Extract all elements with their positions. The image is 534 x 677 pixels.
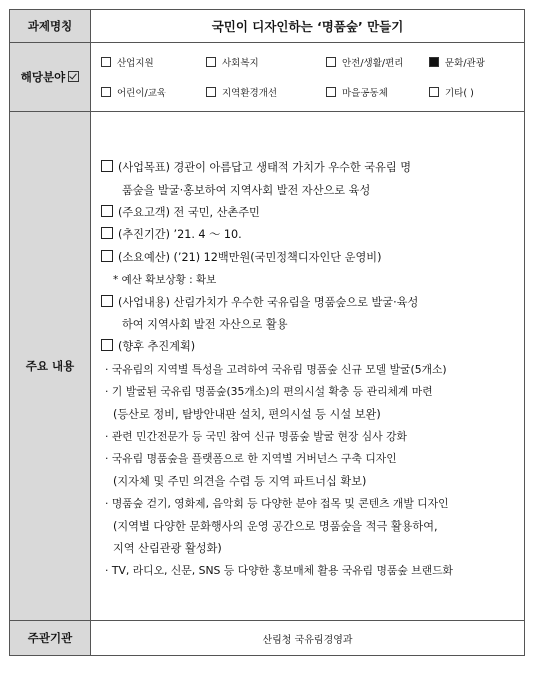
- field-option-label: 사회복지: [222, 58, 259, 69]
- checkbox-icon[interactable]: [326, 57, 336, 67]
- target-line: [101, 202, 516, 224]
- goal-text-2: 품숲을 발굴·홍보하여 지역사회 발전 자산으로 육성: [122, 183, 371, 197]
- field-option-label: 어린이/교육: [117, 88, 167, 99]
- target-text: 전 국민, 산촌주민: [173, 206, 260, 220]
- checkbox-icon[interactable]: [101, 57, 111, 67]
- budget-label: (소요예산): [118, 250, 170, 264]
- field-option[interactable]: [326, 55, 429, 69]
- period-line: [101, 224, 516, 246]
- checkbox-square-icon: [101, 250, 113, 262]
- target-label: (주요고객): [118, 206, 170, 220]
- field-option[interactable]: [429, 85, 529, 99]
- checkbox-square-icon: [101, 227, 113, 239]
- field-option[interactable]: [101, 55, 206, 69]
- title-row: [10, 10, 525, 43]
- business-text-2: 하여 지역사회 발전 자산으로 활용: [122, 318, 288, 332]
- period-text: ’21. 4 ～ 10.: [173, 228, 242, 242]
- field-row: [10, 43, 525, 112]
- field-option-label: 기타( ): [445, 88, 474, 99]
- plan-item: · 국유림의 지역별 특성을 고려하여 국유림 명품숲 신규 모델 발굴(5개소): [105, 362, 447, 376]
- business-label: (사업내용): [118, 295, 170, 309]
- budget-line: [101, 247, 516, 269]
- checkbox-icon[interactable]: [206, 87, 216, 97]
- checkbox-icon[interactable]: [206, 57, 216, 67]
- field-option[interactable]: [206, 85, 326, 99]
- plan-list: [101, 359, 516, 583]
- field-option-label: 문화/관광: [445, 58, 485, 69]
- checkbox-icon[interactable]: [101, 87, 111, 97]
- field-option[interactable]: [326, 85, 429, 99]
- checkmark-icon: [68, 71, 79, 82]
- period-label: (추진기간): [118, 228, 170, 242]
- field-option-label: 안전/생활/편리: [342, 58, 404, 69]
- org-value: 산림청 국유림경영과: [91, 621, 525, 656]
- checkbox-square-icon: [101, 205, 113, 217]
- field-option-label: 지역환경개선: [222, 88, 278, 99]
- project-title: 국민이 디자인하는 ‘명품숲’ 만들기: [91, 10, 525, 43]
- field-option[interactable]: [206, 55, 326, 69]
- field-options-grid: [91, 55, 524, 99]
- checkbox-square-icon: [101, 339, 113, 351]
- goal-text-1: 경관이 아름답고 생태적 가치가 우수한 국유림 명: [173, 161, 412, 175]
- checkbox-square-icon: [101, 295, 113, 307]
- plan-label: (향후 추진계획): [118, 340, 196, 354]
- plan-line: [101, 336, 516, 358]
- plan-item: · 관련 민간전문가 등 국민 참여 신규 명품숲 발굴 현장 심사 강화: [105, 429, 407, 443]
- plan-item: (지자체 및 주민 의견을 수렴 등 지역 파트너십 확보): [113, 474, 367, 488]
- checkbox-checked-icon[interactable]: [429, 57, 439, 67]
- plan-item: · 국유림 명품숲을 플랫폼으로 한 지역별 거버넌스 구축 디자인: [105, 452, 397, 466]
- goal-label: (사업목표): [118, 161, 170, 175]
- title-header: 과제명칭: [10, 10, 91, 43]
- plan-item: · 명품숲 걷기, 영화제, 음악회 등 다양한 분야 접목 및 콘텐츠 개발 디자인: [105, 497, 449, 511]
- content-row: [10, 112, 525, 621]
- field-option[interactable]: [101, 85, 206, 99]
- field-header: [10, 43, 91, 112]
- field-header-label: 해당분야: [20, 70, 66, 84]
- content-body: [91, 112, 525, 621]
- proposal-table: [9, 9, 525, 656]
- field-option-label: 산업지원: [117, 58, 154, 69]
- checkbox-icon[interactable]: [326, 87, 336, 97]
- business-text-1: 산림가치가 우수한 국유림을 명품숲으로 발굴·육성: [173, 295, 419, 309]
- org-row: [10, 621, 525, 656]
- field-option[interactable]: [429, 55, 529, 69]
- budget-note: * 예산 확보상황 : 확보: [113, 274, 217, 287]
- field-option-label: 마을공동체: [342, 88, 388, 99]
- plan-item: · 기 발굴된 국유림 명품숲(35개소)의 편의시설 확충 등 관리체계 마련: [105, 385, 433, 399]
- plan-item: 지역 산림관광 활성화): [113, 541, 222, 555]
- content-header: 주요 내용: [10, 112, 91, 621]
- field-options: [91, 43, 525, 112]
- checkbox-icon[interactable]: [429, 87, 439, 97]
- business-line-1: [101, 292, 516, 314]
- budget-text: (’21) 12백만원(국민정책디자인단 운영비): [173, 250, 382, 264]
- checkbox-square-icon: [101, 160, 113, 172]
- plan-item: · TV, 라디오, 신문, SNS 등 다양한 홍보매체 활용 국유림 명품숲 브랜드화: [105, 564, 453, 578]
- org-header: 주관기관: [10, 621, 91, 656]
- plan-item: (등산로 정비, 탐방안내판 설치, 편의시설 등 시설 보완): [113, 407, 381, 421]
- goal-line-1: [101, 157, 516, 179]
- plan-item: (지역별 다양한 문화행사의 운영 공간으로 명품숲을 적극 활용하여,: [113, 519, 438, 533]
